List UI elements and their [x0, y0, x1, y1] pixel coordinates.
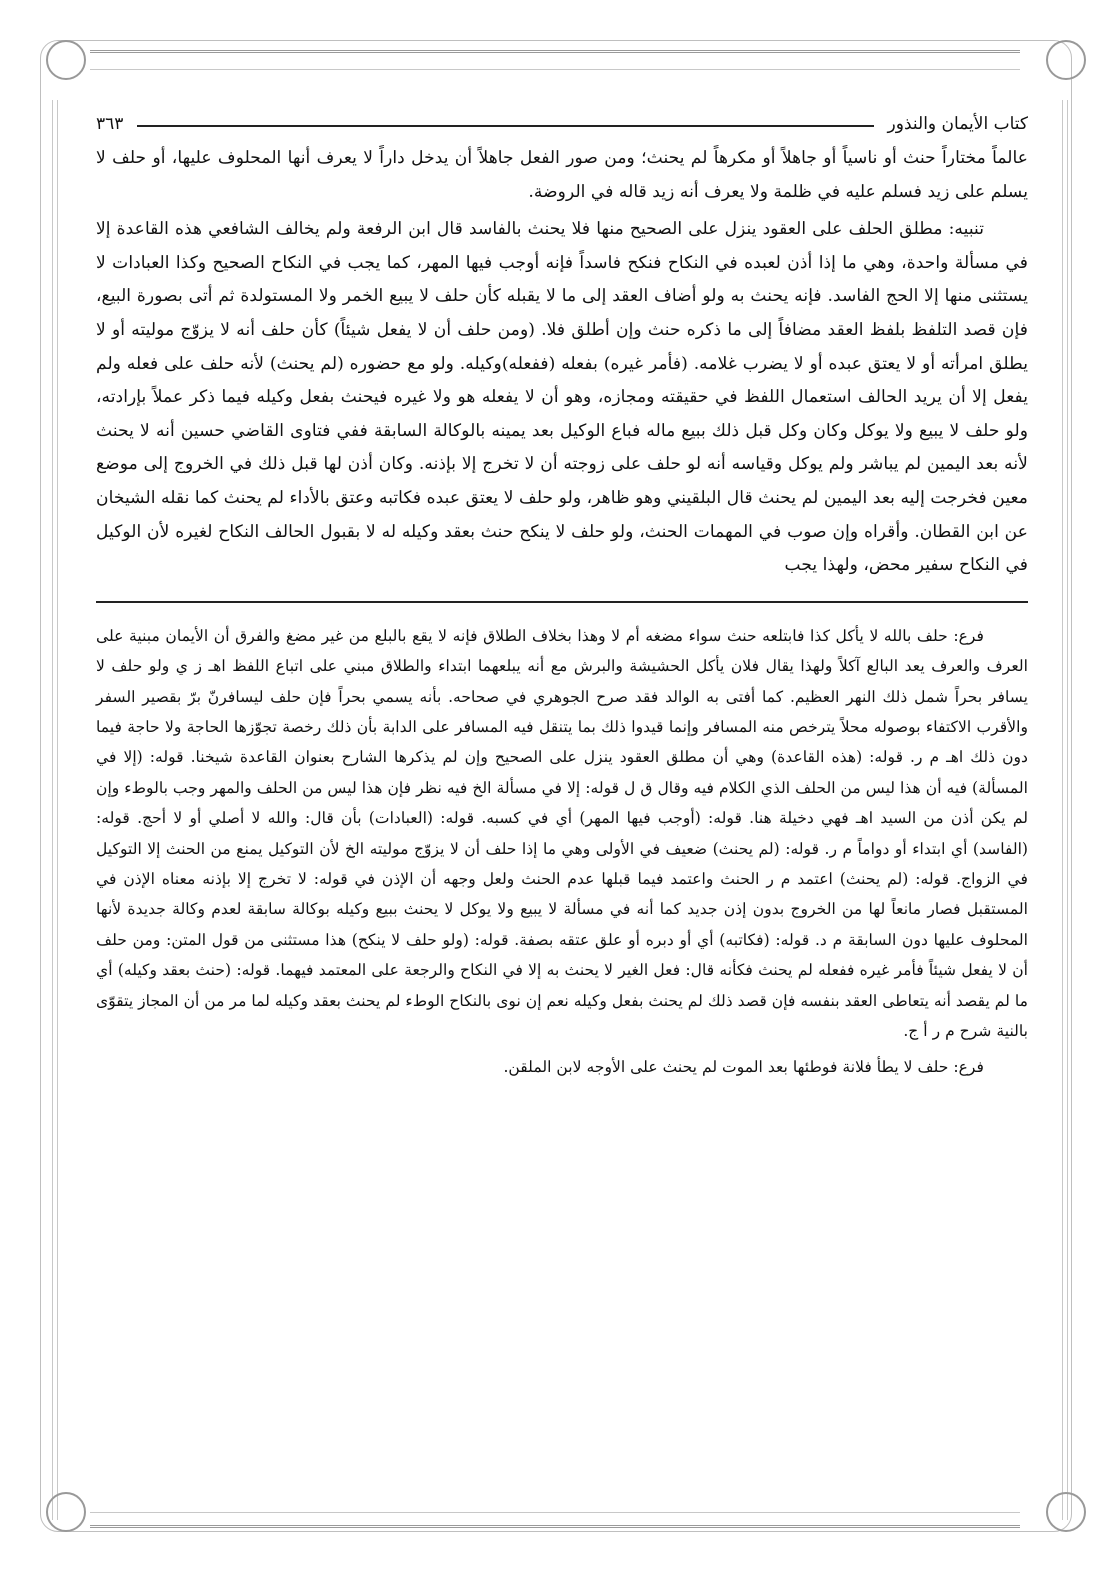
page-number: ٣٦٣ — [96, 114, 124, 134]
ornament-border-bottom — [90, 1512, 1020, 1528]
book-title: كتاب الأيمان والنذور — [887, 114, 1028, 134]
commentary-notes — [96, 621, 1028, 1083]
main-paragraph: عالماً مختاراً حنث أو ناسياً أو جاهلاً أو مكرهاً لم يحنث؛ ومن صور الفعل جاهلاً أن يدخل داراً لا يعرف أنها المحلوف عليها، أو حلف لا يسلم على زيد فسلم عليه في ظلمة ولا يعرف أنه زيد قاله في الروضة. — [96, 148, 1029, 202]
main-text — [96, 142, 1028, 583]
ornament-border-top — [90, 50, 1020, 70]
document-page — [96, 100, 1028, 1083]
running-header — [96, 100, 1028, 134]
ornament-corner-top-left — [46, 40, 86, 80]
main-paragraph: تنبيه: مطلق الحلف على العقود ينزل على الصحيح منها فلا يحنث بالفاسد قال ابن الرفعة ولم يخالف الشافعي هذه القاعدة إلا في مسألة واحدة، وهي ما إذا أذن لعبده في النكاح فنكح فاسداً فإنه أوجب فيها المهر، كما يجب في النكاح الصحيح وكذا العبادات لا يستثنى منها إلا الحج الفاسد. فإنه يحنث به ولو أضاف العقد إلى ما لا يقبله كأن حلف لا يبيع الخمر ولا المستولدة ثم أتى بصورة البيع، فإن قصد التلفظ بلفظ العقد مضافاً إلى ما ذكره حنث وإن أطلق فلا. (ومن حلف أن لا يفعل شيئاً) كأن حلف أنه لا يزوّج موليته أو لا يطلق امرأته أو لا يعتق عبده أو لا يضرب غلامه. (فأمر غيره) بفعله (ففعله)وكيله. ولو مع حضوره (لم يحنث) لأنه حلف على فعله ولم يفعل إلا أن يريد الحالف استعمال اللفظ في حقيقته ومجازه، وهو أن لا يفعله هو ولا غيره فيحنث بفعل وكيله فيما ذكر عملاً بإرادته، ولو حلف لا يبيع ولا يوكل وكان وكل قبل ذلك ببيع ماله فباع الوكيل بعد يمينه بالوكالة السابقة ففي فتاوى القاضي حسين أنه لا يحنث لأنه بعد اليمين لم يباشر ولم يوكل وقياسه أنه لو حلف على زوجته أن لا تخرج إلا بإذنه. وكان أذن لها قبل ذلك في الخروج إلى موضع معين فخرجت إليه بعد اليمين لم يحنث قال البلقيني وهو ظاهر، ولو حلف لا يعتق عبده فكاتبه وعتق بالأداء لم يحنث كما نقله الشيخان عن ابن القطان. وأقراه وإن صوب في المهمات الحنث، ولو حلف لا ينكح حنث بعقد وكيله له لا بقبول الحالف النكاح لغيره لأن الوكيل في النكاح سفير محض، ولهذا يجب — [96, 219, 1028, 576]
ornament-border-right — [1062, 100, 1068, 1520]
ornament-corner-top-right — [1046, 40, 1086, 80]
ornament-corner-bottom-left — [46, 1492, 86, 1532]
header-rule — [137, 125, 873, 127]
footnote-separator — [96, 601, 1028, 603]
note-paragraph: فرع: حلف لا يطأ فلانة فوطئها بعد الموت لم يحنث على الأوجه لابن الملقن. — [503, 1058, 984, 1077]
ornament-border-left — [52, 100, 58, 1520]
ornament-corner-bottom-right — [1046, 1492, 1086, 1532]
note-paragraph: فرع: حلف بالله لا يأكل كذا فابتلعه حنث سواء مضغه أم لا وهذا بخلاف الطلاق فإنه لا يقع بالبلع من غير مضغ والفرق أن الأيمان مبنية على العرف والعرف يعد البالع آكلاً ولهذا يقال فلان يأكل الحشيشة والبرش مع أنه يبلعهما ابتداء والطلاق مبني على اتباع اللفظ اهـ ز ي ولو حلف لا يسافر بحراً شمل ذلك النهر العظيم. كما أفتى به الوالد فقد صرح الجوهري في صحاحه. بأنه يسمي بحراً فإن حلف ليسافرنّ برّ بقصير السفر والأقرب الاكتفاء بوصوله محلاً يترخص منه المسافر وإنما قيدوا ذلك بما يتنقل فيه المسافر على الدابة بأن ذلك رخصة تجوّزها الحاجة ولا حاجة فيما دون ذلك اهـ م ر. قوله: (هذه القاعدة) وهي أن مطلق العقود ينزل على الصحيح وإن لم يذكرها الشارح بعنوان القاعدة شيخنا. قوله: (إلا في المسألة) فيه أن هذا ليس من الحلف الذي الكلام فيه وقال ق ل قوله: إلا في مسألة الخ فيه نظر فإن هذا ليس من الحلف والمهر وجب بالوطء وإن لم يكن أذن من السيد اهـ فهي دخيلة هنا. قوله: (أوجب فيها المهر) أي في كسبه. قوله: (العبادات) بأن قال: والله لا أصلي أو لا أحج. قوله: (الفاسد) أي ابتداء أو دواماً م ر. قوله: (لم يحنث) ضعيف في الأولى وهي ما إذا حلف أن لا يزوّج موليته الخ لأن التوكيل يمنع من الحنث إلا التوكيل في الزواج. قوله: (لم يحنث) اعتمد م ر الحنث واعتمد فيما قبلها عدم الحنث ولعل وجهه أن الإذن في قوله: لا تخرج إلا بإذنه معناه الإذن في المستقبل فصار مانعاً لها من الخروج بدون إذن جديد كما أنه في مسألة لا يبيع ولا يوكل لا يحنث ببيع وكيله بوكالة سابقة لعدم وكالة جديدة لأنها المحلوف عليها دون السابقة م د. قوله: (فكاتبه) أي أو دبره أو علق عتقه بصفة. قوله: (ولو حلف لا ينكح) هذا مستثنى من قول المتن: ومن حلف أن لا يفعل شيئاً فأمر غيره ففعله لم يحنث فكأنه قال: فعل الغير لا يحنث به إلا في النكاح والرجعة على المعتمد فيهما. قوله: (حنث بعقد وكيله) أي ما لم يقصد أنه يتعاطى العقد بنفسه فإن قصد ذلك لم يحنث بفعل وكيله نعم إن نوى بالنكاح الوطء لم يحنث بعقد وكيله لما مر من أن المجاز يتقوّى بالنية شرح م ر أ ج. — [96, 626, 1028, 1040]
